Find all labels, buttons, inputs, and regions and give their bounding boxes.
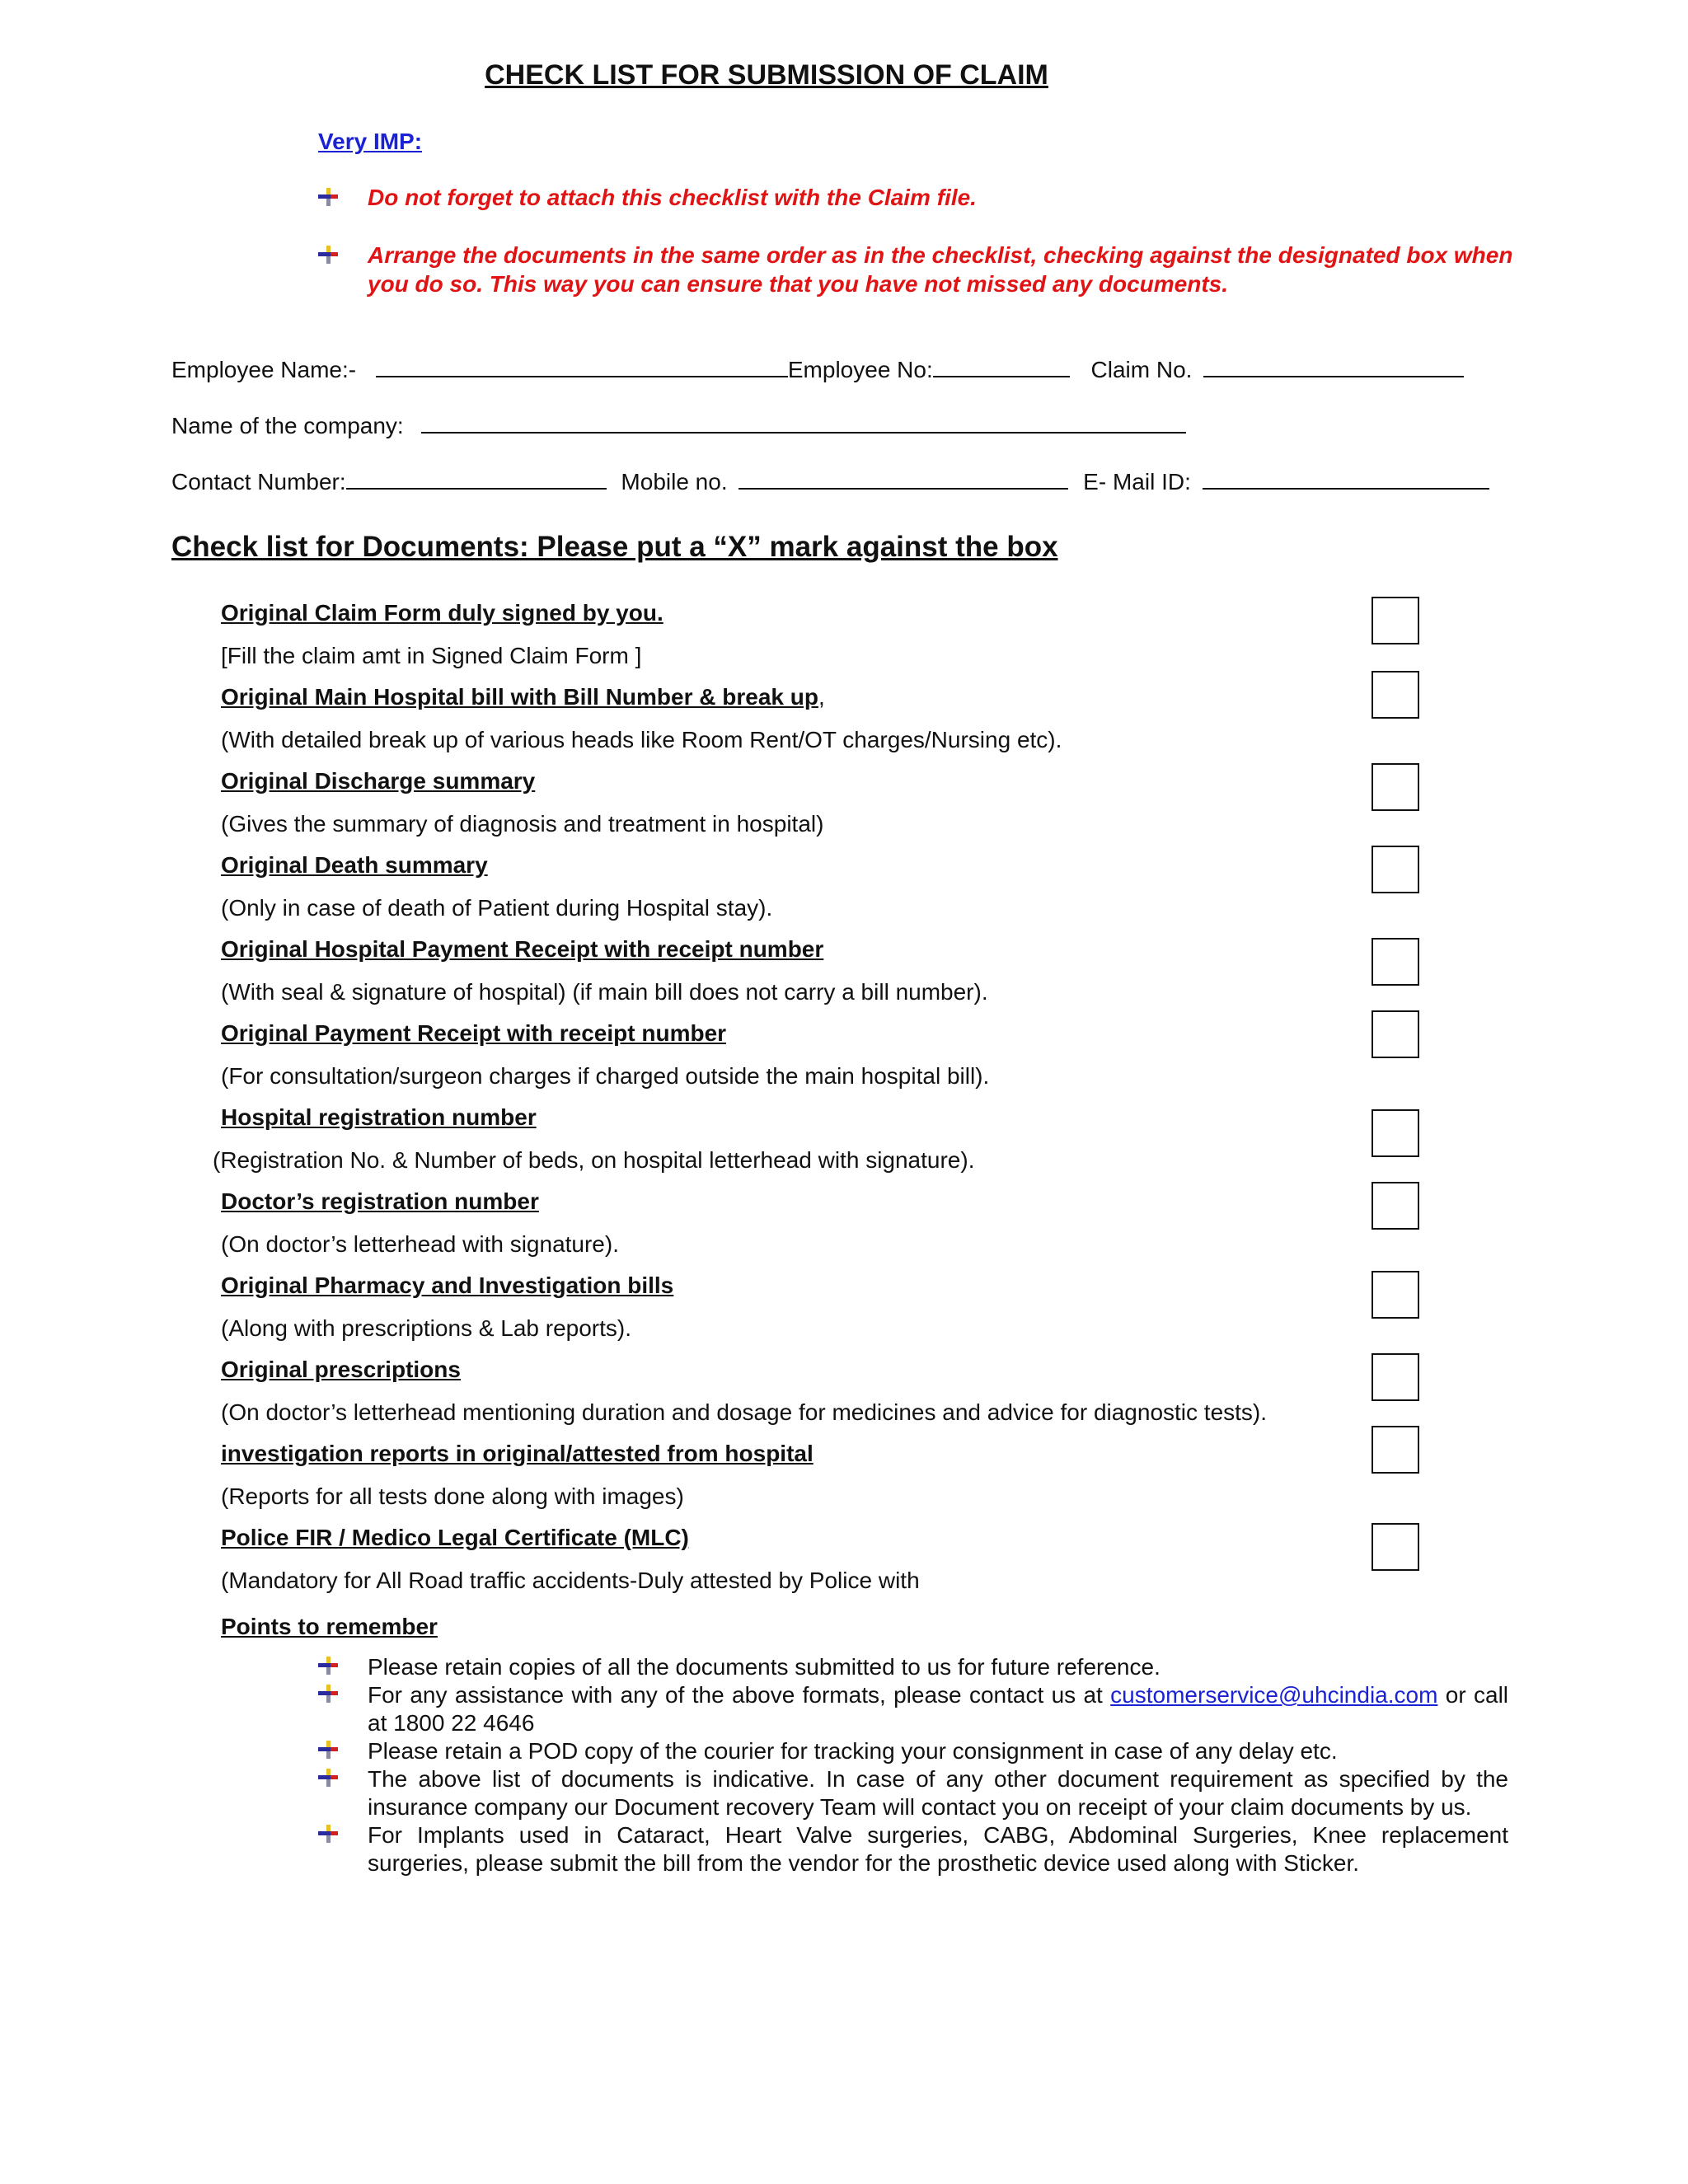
warning-text: Arrange the documents in the same order as in the checklist, checking against the designated box when you do so. This way you can ensure that you have not missed any documents. [368, 242, 1513, 297]
doc-title-prescriptions: Original prescriptions [221, 1357, 461, 1382]
employee-no-field[interactable] [933, 354, 1070, 377]
checkbox-death-summary[interactable] [1372, 846, 1419, 893]
doc-title-pharmacy-bills: Original Pharmacy and Investigation bills [221, 1272, 674, 1298]
point-item [318, 1737, 1508, 1765]
point-item [318, 1653, 1508, 1681]
bullet-icon [318, 1685, 340, 1703]
contact-label: Contact Number: [171, 469, 346, 494]
checkbox-payment-receipt[interactable] [1372, 1010, 1419, 1058]
checkbox-doctor-registration[interactable] [1372, 1182, 1419, 1230]
employee-fields-row [171, 354, 1469, 383]
checkbox-police-fir[interactable] [1372, 1523, 1419, 1571]
employee-name-field[interactable] [376, 354, 788, 377]
points-title: Points to remember [221, 1614, 438, 1639]
checkbox-hospital-payment-receipt[interactable] [1372, 938, 1419, 986]
point-text: Please retain a POD copy of the courier for tracking your consignment in case of any delay etc. [368, 1738, 1338, 1764]
point-text: or call at 1800 22 4646 [368, 1682, 1509, 1736]
company-label: Name of the company: [171, 413, 404, 438]
bullet-icon [318, 1825, 340, 1843]
doc-title-doctor-registration: Doctor’s registration number [221, 1188, 539, 1214]
point-text: For any assistance with any of the above formats, please contact us at [368, 1682, 1111, 1708]
bullet-icon [318, 246, 340, 264]
doc-desc-prescriptions: (On doctor’s letterhead mentioning duration and dosage for medicines and advice for diagnostic tests). [221, 1399, 1268, 1425]
checkbox-hospital-registration[interactable] [1372, 1109, 1419, 1157]
doc-title-discharge-summary: Original Discharge summary [221, 768, 536, 794]
point-text: The above list of documents is indicative. In case of any other document requirement as specified by the insurance company our Document recovery Team will contact you on receipt of your claim documents by us. [368, 1766, 1508, 1820]
doc-title-claim-form: Original Claim Form duly signed by you. [221, 600, 663, 626]
contact-field[interactable] [346, 466, 607, 490]
very-important-label: Very IMP: [318, 129, 423, 154]
bullet-icon [318, 1657, 340, 1675]
doc-title-death-summary: Original Death summary [221, 852, 488, 878]
point-text: For Implants used in Cataract, Heart Valve surgeries, CABG, Abdominal Surgeries, Knee replacement surgeries, please submit the bill from the vendor for the prosthetic device used along with Sticker. [368, 1822, 1508, 1876]
checkbox-pharmacy-bills[interactable] [1372, 1271, 1419, 1319]
company-field[interactable] [421, 410, 1186, 434]
doc-title-hospital-payment-receipt: Original Hospital Payment Receipt with receipt number [221, 936, 824, 962]
doc-title-police-fir: Police FIR / Medico Legal Certificate (MLC) [221, 1525, 689, 1550]
claim-no-field[interactable] [1203, 354, 1464, 377]
point-text: Please retain copies of all the documents submitted to us for future reference. [368, 1654, 1160, 1680]
doc-desc-hospital-payment-receipt: (With seal & signature of hospital) (if main bill does not carry a bill number). [221, 979, 988, 1005]
point-item [318, 1821, 1508, 1877]
doc-desc-death-summary: (Only in case of death of Patient during Hospital stay). [221, 895, 773, 921]
bullet-icon [318, 188, 340, 206]
checkbox-hospital-bill[interactable] [1372, 671, 1419, 719]
doc-desc-investigation-reports: (Reports for all tests done along with images) [221, 1483, 684, 1509]
doc-desc-claim-form: [Fill the claim amt in Signed Claim Form ] [221, 643, 642, 668]
mobile-label: Mobile no. [621, 469, 728, 494]
doc-title-hospital-bill-suffix: , [818, 684, 825, 710]
page-title: CHECK LIST FOR SUBMISSION OF CLAIM [485, 59, 1048, 91]
employee-no-label: Employee No: [787, 357, 933, 382]
warning-item [318, 183, 1522, 212]
checkbox-prescriptions[interactable] [1372, 1353, 1419, 1401]
doc-desc-police-fir: (Mandatory for All Road traffic accidents-Duly attested by Police with [221, 1568, 920, 1593]
doc-title-payment-receipt: Original Payment Receipt with receipt number [221, 1020, 727, 1046]
point-item [318, 1765, 1508, 1821]
doc-desc-discharge-summary: (Gives the summary of diagnosis and treatment in hospital) [221, 811, 824, 837]
bullet-icon [318, 1769, 340, 1787]
doc-desc-hospital-bill: (With detailed break up of various heads like Room Rent/OT charges/Nursing etc). [221, 727, 1062, 752]
warning-item [318, 241, 1522, 298]
mobile-field[interactable] [738, 466, 1068, 490]
doc-title-hospital-bill: Original Main Hospital bill with Bill Number & break up [221, 684, 818, 710]
doc-title-hospital-bill-row [221, 684, 825, 710]
doc-desc-pharmacy-bills: (Along with prescriptions & Lab reports). [221, 1315, 631, 1341]
doc-title-investigation-reports: investigation reports in original/attested from hospital [221, 1441, 814, 1466]
checkbox-investigation-reports[interactable] [1372, 1426, 1419, 1474]
warning-text: Do not forget to attach this checklist with the Claim file. [368, 185, 977, 210]
checkbox-discharge-summary[interactable] [1372, 763, 1419, 811]
bullet-icon [318, 1741, 340, 1759]
points-list [318, 1653, 1508, 1877]
documents-section-title: Check list for Documents: Please put a “X” mark against the box [171, 531, 1058, 563]
email-field[interactable] [1203, 466, 1489, 490]
contact-fields-row [171, 466, 1494, 495]
point-item [318, 1681, 1508, 1737]
doc-desc-payment-receipt: (For consultation/surgeon charges if charged outside the main hospital bill). [221, 1063, 990, 1089]
doc-desc-hospital-registration: (Registration No. & Number of beds, on hospital letterhead with signature). [213, 1147, 975, 1173]
doc-title-hospital-registration: Hospital registration number [221, 1104, 537, 1130]
customer-service-email-link[interactable]: customerservice@uhcindia.com [1110, 1682, 1438, 1708]
company-field-row [171, 410, 1191, 439]
employee-name-label: Employee Name:- [171, 357, 357, 382]
doc-desc-doctor-registration: (On doctor’s letterhead with signature). [221, 1231, 619, 1257]
claim-no-label: Claim No. [1090, 357, 1193, 382]
email-label: E- Mail ID: [1083, 469, 1191, 494]
checkbox-claim-form[interactable] [1372, 597, 1419, 644]
